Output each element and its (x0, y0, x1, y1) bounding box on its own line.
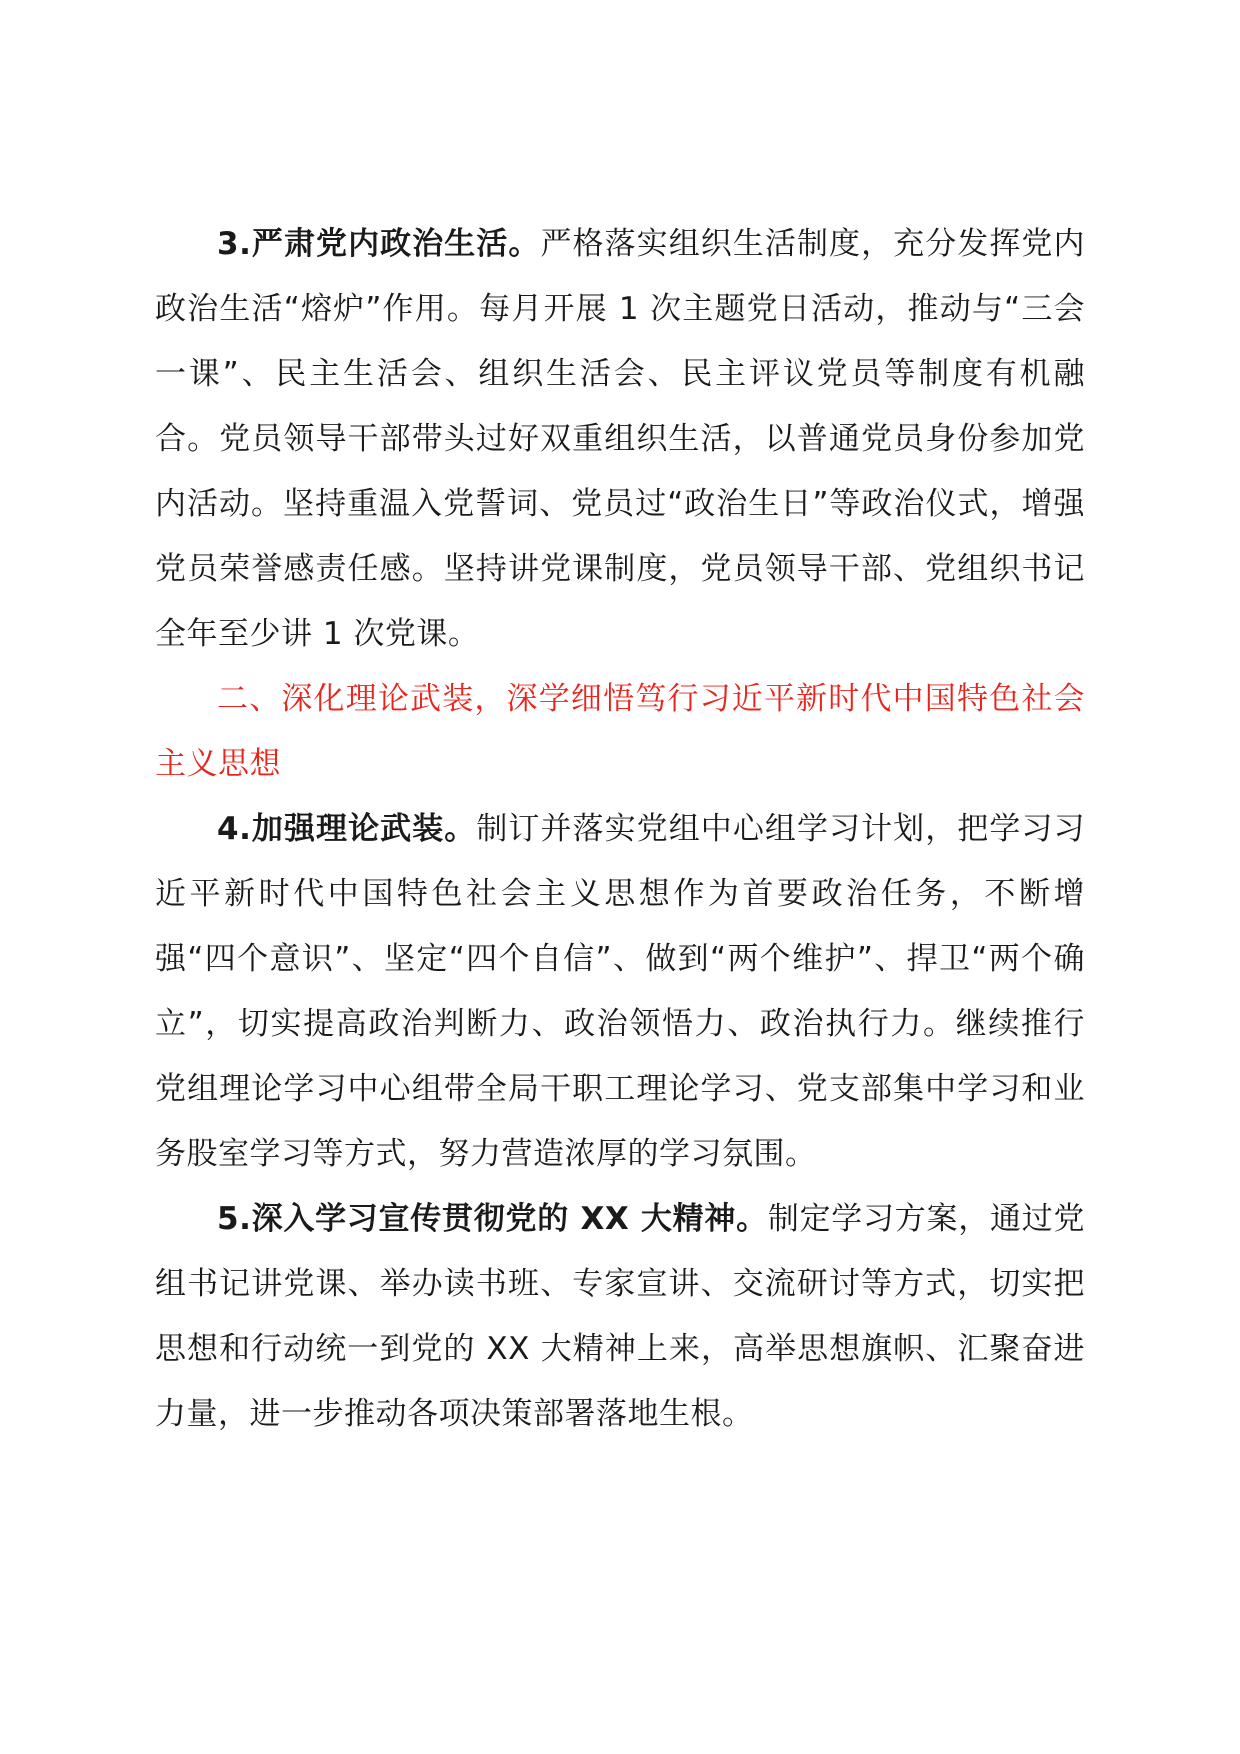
paragraph-3-body: 严格落实组织生活制度，充分发挥党内政治生活“熔炉”作用。每月开展 1 次主题党日活动，推动与“三会一课”、民主生活会、组织生活会、民主评议党员等制度有机融合。党员领导干部带头过好双重组织生活，以普通党员身份参加党内活动。坚持重温入党誓词、党员过“政治生日”等政治仪式，增强党员荣誉感责任感。坚持讲党课制度，党员领导干部、党组织书记全年至少讲 1 次党课。 (155, 226, 1085, 652)
paragraph-5-lead: 5.深入学习宣传贯彻党的 XX 大精神。 (217, 1201, 768, 1237)
paragraph-3 (155, 212, 1085, 667)
paragraph-4-lead: 4.加强理论武装。 (217, 811, 477, 847)
paragraph-4-body: 制订并落实党组中心组学习计划，把学习习近平新时代中国特色社会主义思想作为首要政治任务，不断增强“四个意识”、坚定“四个自信”、做到“两个维护”、捍卫“两个确立”，切实提高政治判断力、政治领悟力、政治执行力。继续推行党组理论学习中心组带全局干职工理论学习、党支部集中学习和业务股室学习等方式，努力营造浓厚的学习氛围。 (155, 811, 1085, 1172)
paragraph-3-lead: 3.严肃党内政治生活。 (217, 226, 541, 262)
paragraph-5-body: 制定学习方案，通过党组书记讲党课、举办读书班、专家宣讲、交流研讨等方式，切实把思想和行动统一到党的 XX 大精神上来，高举思想旗帜、汇聚奋进力量，进一步推动各项决策部署落地生根。 (155, 1201, 1085, 1432)
paragraph-4 (155, 797, 1085, 1187)
document-page (155, 212, 1085, 1447)
paragraph-5 (155, 1187, 1085, 1447)
section-heading-2: 二、深化理论武装，深学细悟笃行习近平新时代中国特色社会主义思想 (155, 681, 1085, 782)
